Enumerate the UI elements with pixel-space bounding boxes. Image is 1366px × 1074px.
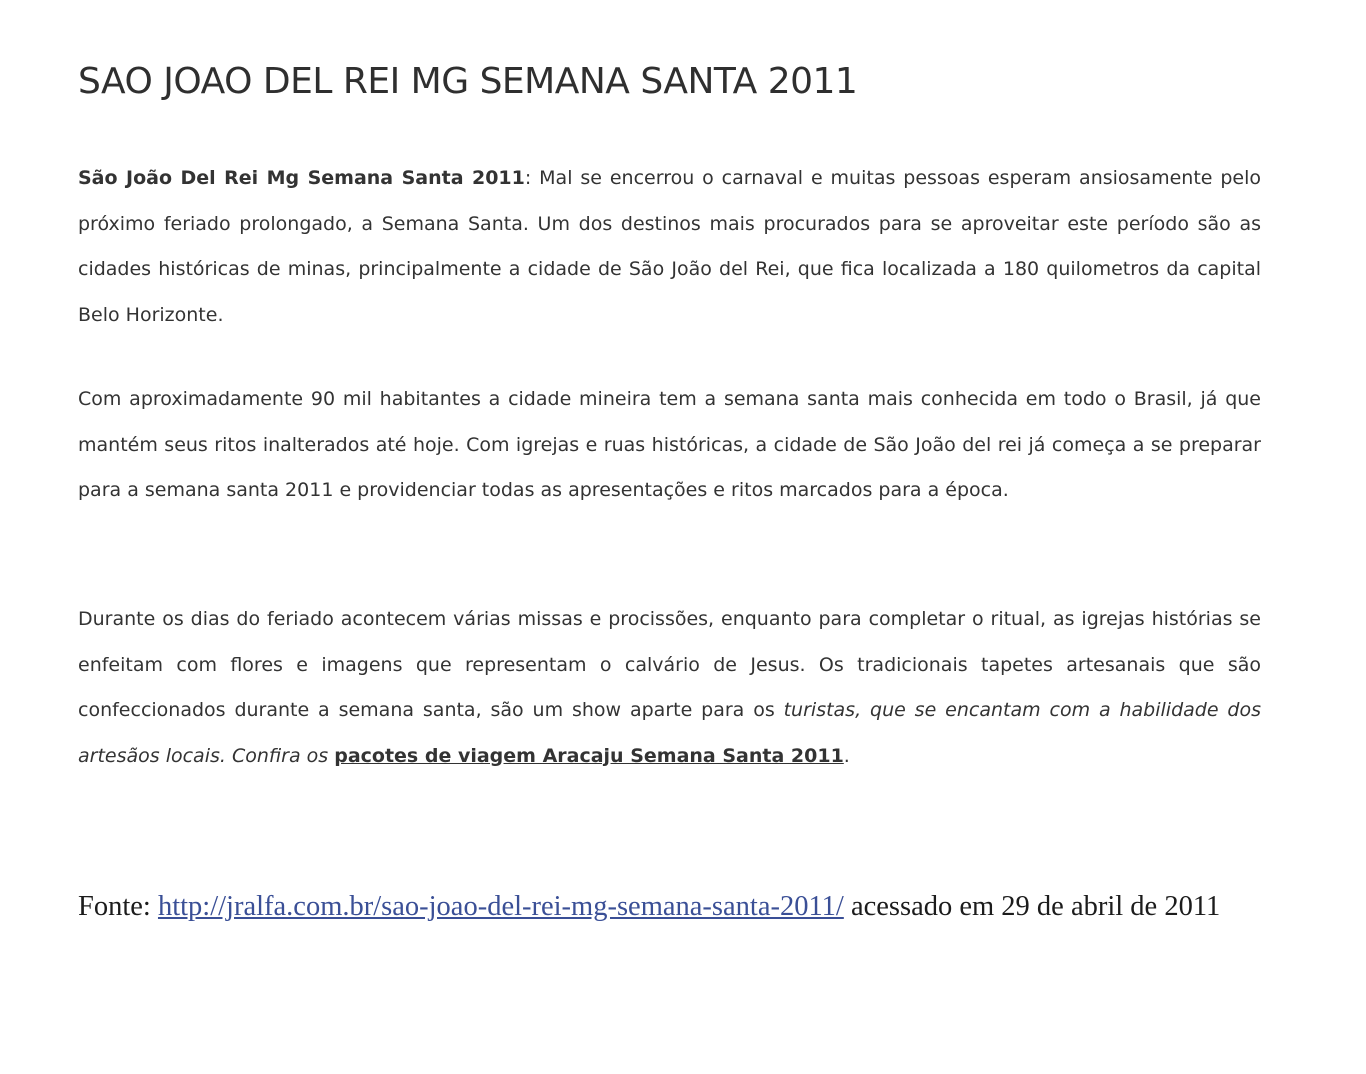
paragraph-intro (78, 156, 1261, 338)
source-url-link[interactable]: http://jralfa.com.br/sao-joao-del-rei-mg-semana-santa-2011/ (157, 891, 844, 922)
source-citation (78, 890, 1261, 924)
intro-text: : Mal se encerrou o carnaval e muitas pessoas esperam ansiosamente pelo próximo feriado prolongado, a Semana Santa. Um dos destinos mais procurados para se aproveitar este período são as cidades históricas de minas, principalmente a cidade de São João del Rei, que fica localizada a 180 quilometros da capital Belo Horizonte. (78, 167, 1261, 326)
travel-packages-link[interactable]: pacotes de viagem Aracaju Semana Santa 2011 (334, 744, 844, 767)
intro-lead: São João Del Rei Mg Semana Santa 2011 (78, 167, 525, 189)
holiday-end: . (843, 744, 850, 767)
holiday-italic-text: turistas, que se encantam com a habilidade dos artesãos locais. Confira os (78, 699, 1261, 767)
source-accessed: acessado em 29 de abril de 2011 (843, 891, 1221, 922)
holiday-text: Durante os dias do feriado acontecem várias missas e procissões, enquanto para completar o ritual, as igrejas históriаs se enfeitam com flores e imagens que representam o calvário de Jesus. Os tradicionais tapetes artesanais que são confeccionados durante a semana santa, são um show aparte para os (78, 608, 1261, 721)
paragraph-holiday (78, 597, 1261, 779)
paragraph-population: Com aproximadamente 90 mil habitantes a cidade mineira tem a semana santa mais conhecida em todo o Brasil, já que mantém seus ritos inalterados até hoje. Com igrejas e ruas históricas, a cidade de São João del rei já começa a se preparar para a semana santa 2011 e providenciar todas as apresentações e ritos marcados para a época. (78, 388, 1261, 501)
source-label: Fonte: (78, 891, 158, 922)
article-title: SAO JOAO DEL REI MG SEMANA SANTA 2011 (78, 61, 858, 102)
